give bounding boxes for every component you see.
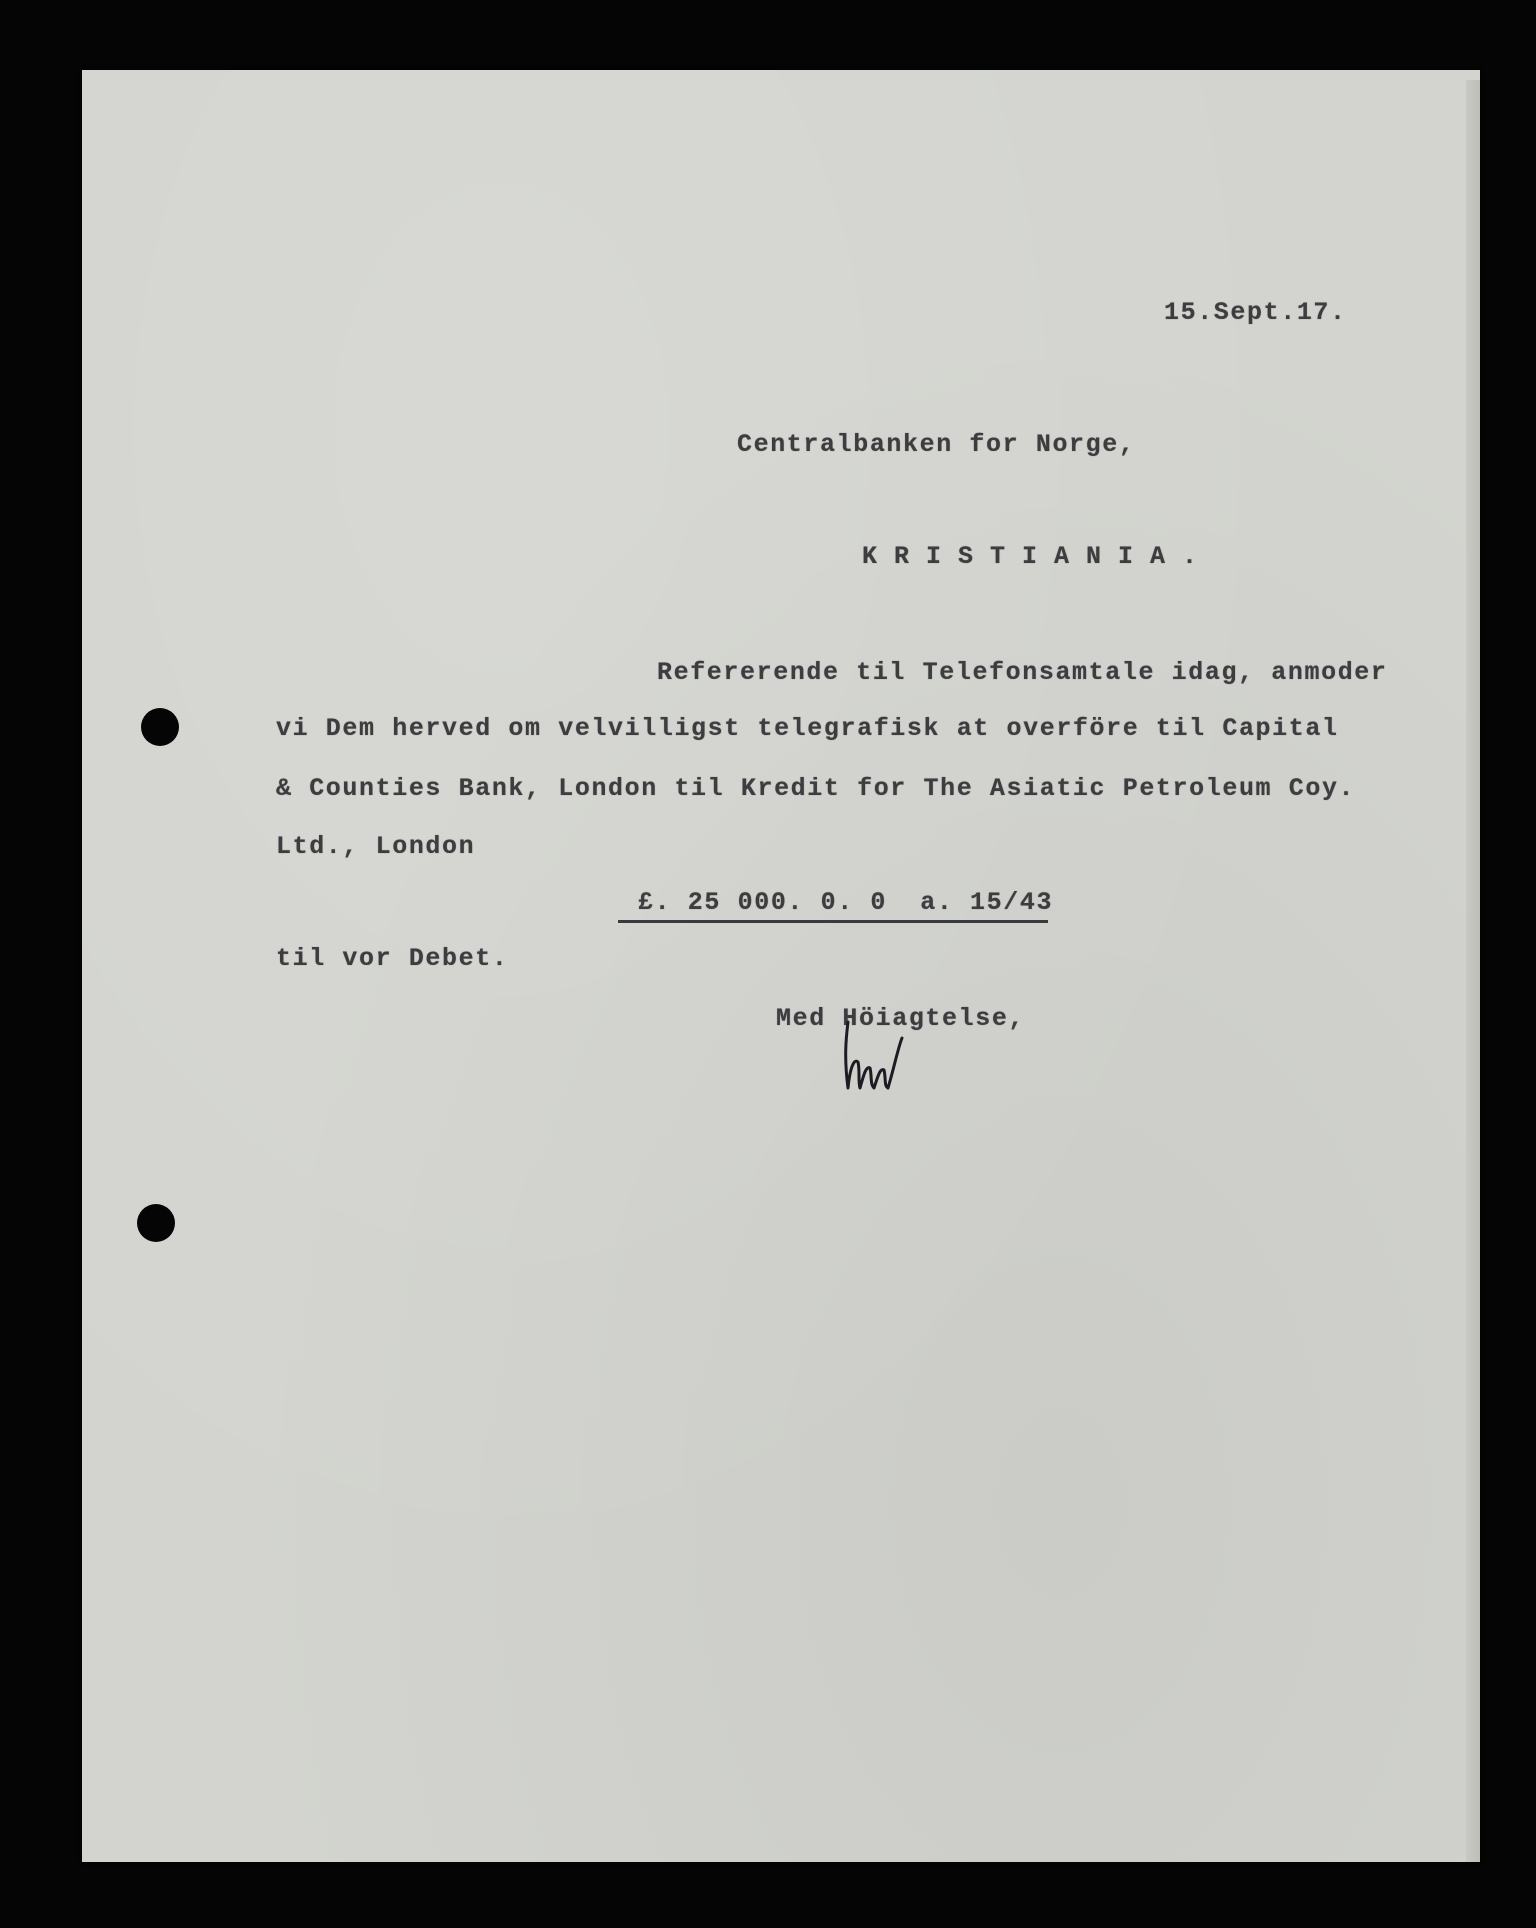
transfer-amount: £. 25 000. 0. 0 a. 15/43 [638,888,1054,917]
punch-hole-bottom [137,1204,175,1242]
body-line-3: & Counties Bank, London til Kredit for The Asiatic Petroleum Coy. [276,774,1356,803]
recipient-city: KRISTIANIA. [862,542,1215,571]
punch-hole-top [141,708,179,746]
body-line-4: Ltd., London [276,832,476,861]
letter-date: 15.Sept.17. [1164,298,1347,327]
body-line-2: vi Dem herved om velvilligst telegrafisk at overföre til Capital [276,714,1339,743]
paper-edge [1466,80,1480,1862]
closing-salutation: Med Höiagtelse, [776,1004,1026,1033]
transfer-amount-line [618,888,1054,923]
handwritten-signature [838,1018,908,1098]
body-line-1: Refererende til Telefonsamtale idag, anmoder [657,658,1388,687]
debit-line: til vor Debet. [276,944,509,973]
recipient-name: Centralbanken for Norge, [737,430,1136,459]
